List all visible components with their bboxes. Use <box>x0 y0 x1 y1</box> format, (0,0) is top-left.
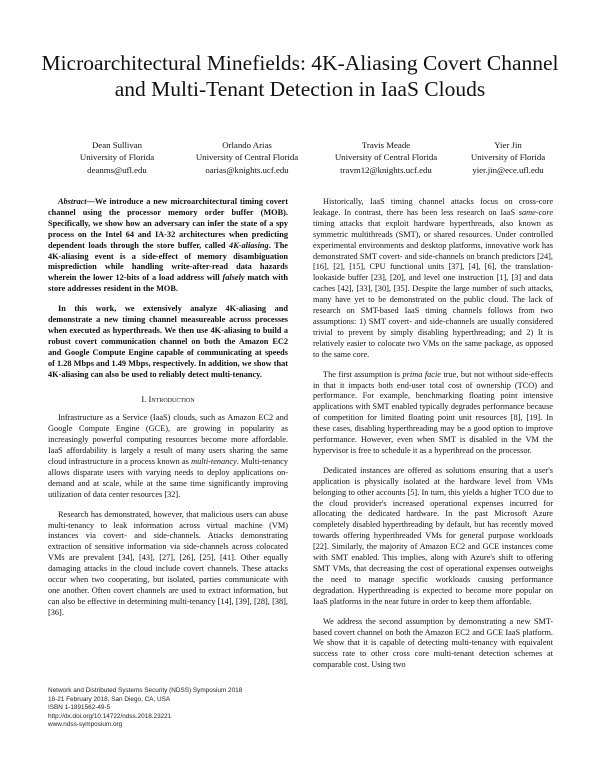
author-email: deanms@ufl.edu <box>87 164 147 175</box>
author-affiliation: University of Central Florida <box>195 152 299 163</box>
body-paragraph: Dedicated instances are offered as solutions ensuring that a user's application is physically isolated at the hardware level from VMs belonging to other accounts [5]. In turn, this yields a higher TCO due to the cloud provider's increased operational expenses incurred for allocating the dedicated hardware. In the past Microsoft Azure completely disabled hyperthreading by default, but has recently moved towards offering hyperthreaded VMs for general purpose workloads [22]. Similarly, the majority of Amazon EC2 and GCE instances come with SMT enabled. This implies, along with Azure's shift to offering SMT VMs, that decreasing the cost of operational expenses outweighs the need to manage specific workloads causing performance degradation. Hyperthreading is expected to become more popular on IaaS platforms in the near future in order to keep them affordable. <box>313 465 553 606</box>
author-email: travm12@knights.ucf.edu <box>340 164 432 175</box>
author-block <box>172 139 322 176</box>
footnote <box>48 687 288 730</box>
author-email: oarias@knights.ucf.edu <box>205 164 289 175</box>
footnote-line: Network and Distributed Systems Security (NDSS) Symposium 2018 <box>48 687 243 694</box>
section-heading: I. Introduction <box>141 393 195 404</box>
body-paragraph: Infrastructure as a Service (IaaS) clouds, such as Amazon EC2 and Google Compute Engine (GCE), are growing in popularity as increasingly powerful computing resources become more affordable. IaaS affordability is largely a result of many users sharing the same cloud infrastructure in a process known as multi-tenancy. Multi-tenancy allows disparate users with varying needs to deploy applications on-demand and at scale, while at the same time significantly improving utilization of data center resources [32]. <box>48 413 288 499</box>
body-paragraph: We address the second assumption by demonstrating a new SMT-based covert channel on both the Amazon EC2 and GCE IaaS platform. We show that it is capable of detecting multi-tenancy with equivalent success rate to other cross core multi-tenant detection schemes at comparable cost. Using two <box>313 616 553 670</box>
author-affiliation: University of Central Florida <box>334 152 438 163</box>
body-paragraph: Historically, IaaS timing channel attacks focus on cross-core leakage. In contrast, there has been less research on IaaS same-core timing attacks that exploit hardware hyperthreads, also known as symmetric multithreads (SMT), or shared resources. Under controlled experimental environments and desktop platforms, innovative work has demonstrated SMT covert- and side-channels on branch predictors [24], [16], [2], [15], CPU functional units [37], [4], [6], the translation-lookaside buffer [23], [20], and level one instruction [1], [3] and data caches [42], [33], [30], [35]. Despite the large number of such attacks, many have yet to be demonstrated on the public cloud. The lack of research on SMT-based IaaS timing channels follows from two assumptions: 1) SMT covert- and side-channels are usually considered trivial to prevent by simply disabling hyperthreading; and 2) It is relatively easier to colocate two VMs on the same package, as opposed to the same core. <box>313 197 553 359</box>
author-name: Travis Meade <box>361 140 411 150</box>
author-email: yier.jin@ece.ufl.edu <box>472 164 544 175</box>
left-column <box>48 197 288 619</box>
footnote-line: www.ndss-symposium.org <box>48 721 123 729</box>
author-name: Yier Jin <box>494 140 522 150</box>
author-affiliation: University of Florida <box>79 152 155 163</box>
abstract-label: Abstract <box>58 197 87 206</box>
right-column <box>313 197 553 671</box>
footnote-line: 18-21 February 2018, San Diego, CA, USA <box>48 695 171 703</box>
author-name: Dean Sullivan <box>91 140 143 150</box>
author-block <box>311 139 461 176</box>
footnote-line: ISBN 1-1891562-49-5 <box>48 704 111 712</box>
body-paragraph: The first assumption is prima facie true, but not without side-effects in that it impacts both end-user total cost of ownership (TCO) and performance. For example, benchmarking floating point intensive applications with SMT enabled typically degrades performance because of competition for limited floating point unit resources [8], [19]. In these cases, disabling hyperthreading may be a good option to improve performance. However, even when SMT is disabled in the VM the hypervisor is free to schedule it as a hyperthread on the processor. <box>313 369 553 455</box>
abstract-paragraph: In this work, we extensively analyze 4K-aliasing and demonstrate a new timing channel measureable across processes when executed as hyperthreads. We then use 4K-aliasing to build a robust covert communication channel on both the Amazon EC2 and Google Compute Engine capable of communicating at speeds of 1.28 Mbps and 1.49 Mbps, respectively. In addition, we show that 4K-aliasing can also be used to reliably detect multi-tenancy. <box>48 304 288 379</box>
body-paragraph: Research has demonstrated, however, that malicious users can abuse multi-tenancy to leak information across virtual machine (VM) instances via covert- and side-channels. Attacks demonstrating extraction of sensitive information via side-channels across colocated VMs are prevalent [34], [43], [27], [26], [25], [41]. Other equally damaging attacks in the cloud include covert channels. These attacks occur when two cooperating, but isolated, parties communicate with one another. Often covert channels are used to extract information, but can also be effective in determining multi-tenancy [14], [39], [28], [38], [36]. <box>48 509 288 617</box>
footnote-line: http://dx.doi.org/10.14722/ndss.2018.23221 <box>48 712 172 720</box>
author-affiliation: University of Florida <box>470 152 546 163</box>
author-block <box>52 139 182 176</box>
abstract-paragraph: Abstract—We introduce a new microarchitectural timing covert channel using the processor memory order buffer (MOB). Specifically, we show how an adversary can infer the state of a spy process on the Intel 64 and IA-32 architectures when predicting dependent loads through the store buffer, called 4K-aliasing. The 4K-aliasing event is a side-effect of memory disambiguation misprediction while handling write-after-read data hazards wherein the lower 12-bits of a load address will falsely match with store addresses resident in the MOB. <box>48 197 288 294</box>
paper-title: Microarchitectural Minefields: 4K-Aliasing Covert Channel and Multi-Tenant Detection in IaaS Clouds <box>41 51 559 101</box>
author-block <box>448 139 568 176</box>
author-name: Orlando Arias <box>222 140 272 150</box>
